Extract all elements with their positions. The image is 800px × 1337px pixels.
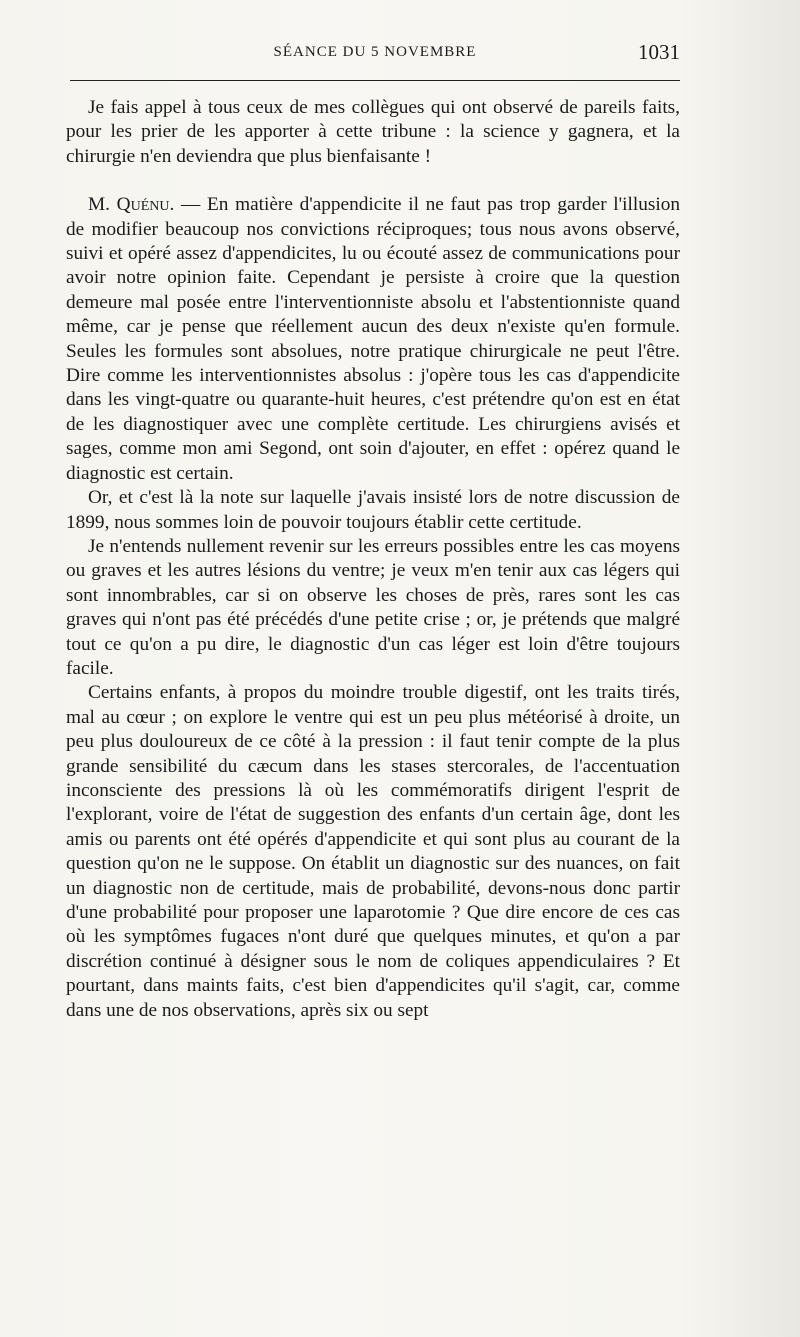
header-rule	[70, 80, 680, 81]
speaker-name: M. Quénu.	[88, 194, 175, 216]
body-text	[66, 96, 680, 1023]
paragraph-2-text: — En matière d'appendicite il ne faut pas trop garder l'illusion de modifier beaucoup nos convictions réciproques; tous nous avons observé, suivi et opéré assez d'appendicites, lu ou écouté assez de communications pour avoir notre opinion faite. Cependant je persiste à croire que la question demeure mal posée entre l'interventionniste absolu et l'abstentionniste quand même, car je pense que réellement aucun des deux n'existe qu'en formule. Seules les formules sont absolues, notre pratique chirurgicale ne peut l'être. Dire comme les interventionnistes absolus : j'opère tous les cas d'appendicite dans les vingt-quatre ou quarante-huit heures, c'est prétendre qu'on est en état de les diagnostiquer avec une complète certitude. Les chirurgiens avisés et sages, comme mon ami Segond, ont soin d'ajouter, en effet : opérez quand le diagnostic est certain.	[66, 194, 680, 484]
paragraph-4: Je n'entends nullement revenir sur les erreurs possibles entre les cas moyens ou graves et les autres lésions du ventre; je veux m'en tenir aux cas légers qui sont innombrables, car si on observe les choses de près, rares sont les cas graves qui n'ont pas été précédés d'une petite crise ; or, je prétends que malgré tout ce qu'on a pu dire, le diagnostic d'un cas léger est loin d'être toujours facile.	[66, 535, 680, 679]
page-header	[66, 40, 684, 70]
running-head: SÉANCE DU 5 NOVEMBRE	[273, 44, 477, 60]
paragraph-2	[66, 193, 680, 486]
page-number: 1031	[638, 40, 680, 64]
paragraph-3: Or, et c'est là la note sur laquelle j'avais insisté lors de notre discussion de 1899, nous sommes loin de pouvoir toujours établir cette certitude.	[66, 487, 680, 533]
paragraph-1: Je fais appel à tous ceux de mes collègues qui ont observé de pareils faits, pour les prier de les apporter à cette tribune : la science y gagnera, et la chirurgie n'en deviendra que plus bienfaisante !	[66, 97, 680, 167]
paragraph-5: Certains enfants, à propos du moindre trouble digestif, ont les traits tirés, mal au cœur ; on explore le ventre qui est un peu plus météorisé à droite, un peu plus douloureux de ce côté à la pression : il faut tenir compte de la plus grande sensibilité du cæcum dans les stases stercorales, de l'accentuation inconsciente des pressions là où les commémoratifs dirigent l'esprit de l'explorant, voire de l'état de suggestion des enfants d'un certain âge, dont les amis ou parents ont été opérés d'appendicite et qui sont plus au courant de la question qu'on ne le suppose. On établit un diagnostic sur des nuances, on fait un diagnostic non de certitude, mais de probabilité, devons-nous donc partir d'une probabilité pour proposer une laparotomie ? Que dire encore de ces cas où les symptômes fugaces n'ont duré que quelques minutes, et qu'on a par discrétion continué à désigner sous le nom de coliques appendiculaires ? Et pourtant, dans maints faits, c'est bien d'appendicites qu'il s'agit, car, comme dans une de nos observations, après six ou sept	[66, 682, 680, 1021]
